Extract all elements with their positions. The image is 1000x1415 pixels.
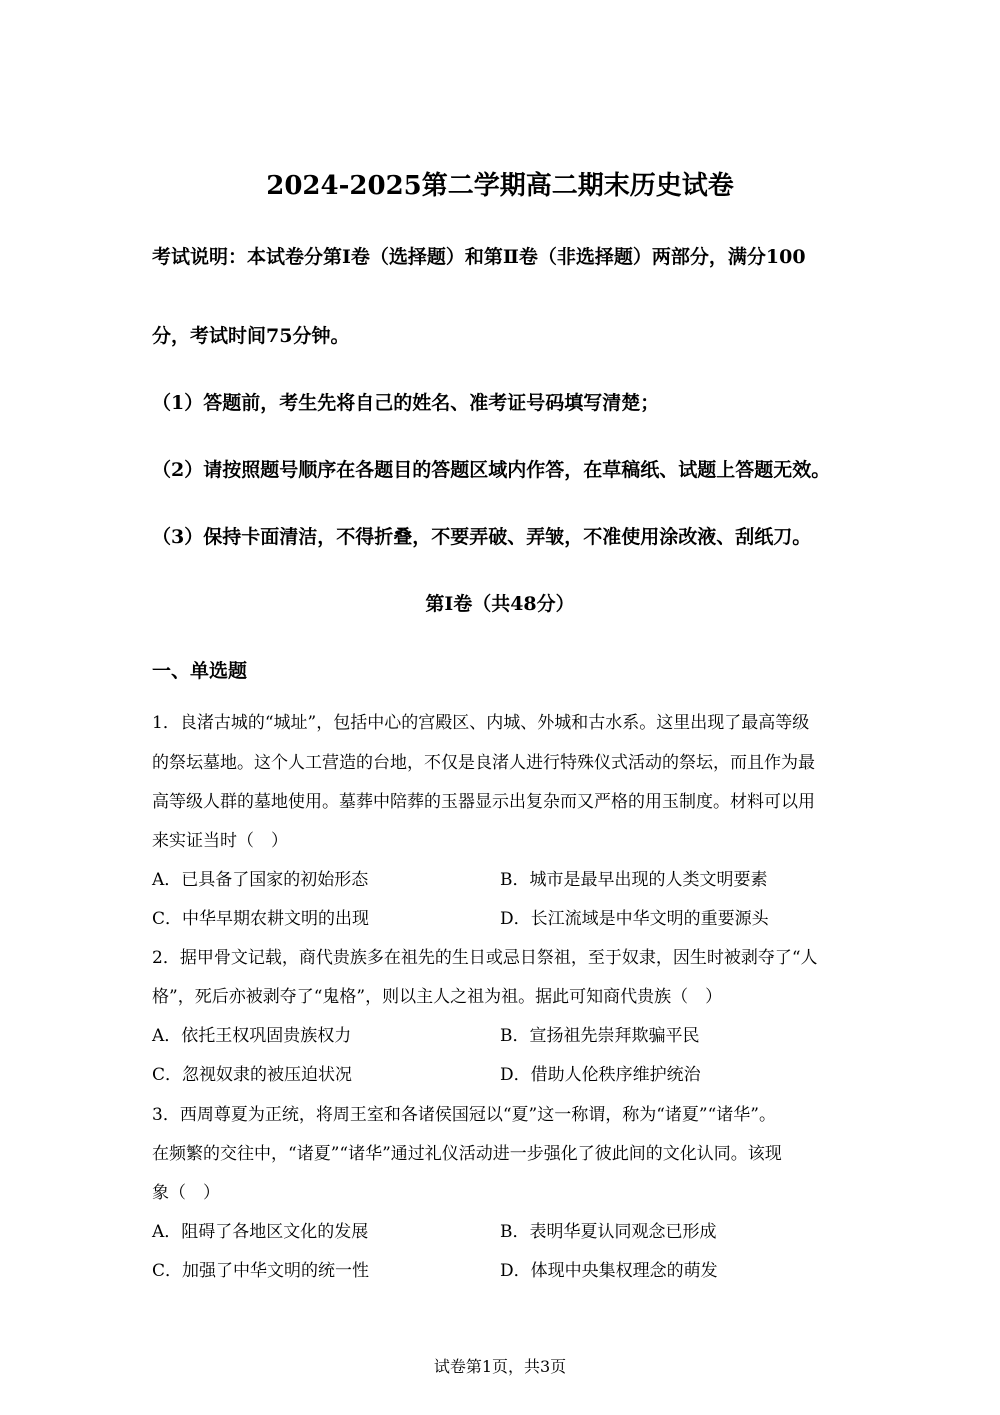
option-d: D．借助人伦秩序维护统治 — [500, 1065, 701, 1085]
part-title: 第Ⅰ卷（共48分） — [425, 593, 575, 615]
question-text-line: 3．西周尊夏为正统，将周王室和各诸侯国冠以“夏”这一称谓，称为“诸夏”“诸华”。 — [152, 1105, 776, 1125]
section-title: 一、单选题 — [152, 660, 248, 682]
option-d: D．长江流域是中华文明的重要源头 — [500, 909, 769, 929]
question-text-line: 来实证当时（ ） — [152, 831, 288, 851]
question-text-line: 在频繁的交往中，“诸夏”“诸华”通过礼仪活动进一步强化了彼此间的文化认同。该现 — [152, 1144, 782, 1164]
option-a: A．阻碍了各地区文化的发展 — [152, 1222, 369, 1242]
option-c: C．中华早期农耕文明的出现 — [152, 909, 370, 929]
instruction-note-2: （2）请按照题号顺序在各题目的答题区域内作答，在草稿纸、试题上答题无效。 — [152, 459, 831, 481]
page-footer: 试卷第1页，共3页 — [433, 1357, 567, 1376]
question-text-line: 1．良渚古城的“城址”，包括中心的宫殿区、内城、外城和古水系。这里出现了最高等级 — [152, 713, 810, 733]
instruction-note-1: （1）答题前，考生先将自己的姓名、准考证号码填写清楚； — [152, 392, 660, 414]
option-b: B．城市是最早出现的人类文明要素 — [500, 870, 768, 890]
question-text-line: 格”，死后亦被剥夺了“鬼格”，则以主人之祖为祖。据此可知商代贵族（ ） — [152, 987, 723, 1007]
option-b: B．宣扬祖先崇拜欺骗平民 — [500, 1026, 700, 1046]
page-title: 2024-2025第二学期高二期末历史试卷 — [266, 171, 734, 201]
question-text-line: 高等级人群的墓地使用。墓葬中陪葬的玉器显示出复杂而又严格的用玉制度。材料可以用 — [152, 792, 815, 812]
instruction-note-3: （3）保持卡面清洁，不得折叠，不要弄破、弄皱，不准使用涂改液、刮纸刀。 — [152, 526, 812, 548]
exam-instructions-line2: 分，考试时间75分钟。 — [152, 325, 350, 347]
question-text-line: 象（ ） — [152, 1183, 220, 1203]
option-d: D．体现中央集权理念的萌发 — [500, 1261, 718, 1281]
question-text-line: 2．据甲骨文记载，商代贵族多在祖先的生日或忌日祭祖，至于奴隶，因生时被剥夺了“人 — [152, 948, 818, 968]
option-c: C．忽视奴隶的被压迫状况 — [152, 1065, 353, 1085]
option-c: C．加强了中华文明的统一性 — [152, 1261, 370, 1281]
option-b: B．表明华夏认同观念已形成 — [500, 1222, 717, 1242]
option-a: A．已具备了国家的初始形态 — [152, 870, 369, 890]
question-text-line: 的祭坛墓地。这个人工营造的台地，不仅是良渚人进行特殊仪式活动的祭坛，而且作为最 — [152, 753, 815, 773]
option-a: A．依托王权巩固贵族权力 — [152, 1026, 352, 1046]
exam-instructions-line1: 考试说明：本试卷分第Ⅰ卷（选择题）和第Ⅱ卷（非选择题）两部分，满分100 — [152, 246, 806, 268]
